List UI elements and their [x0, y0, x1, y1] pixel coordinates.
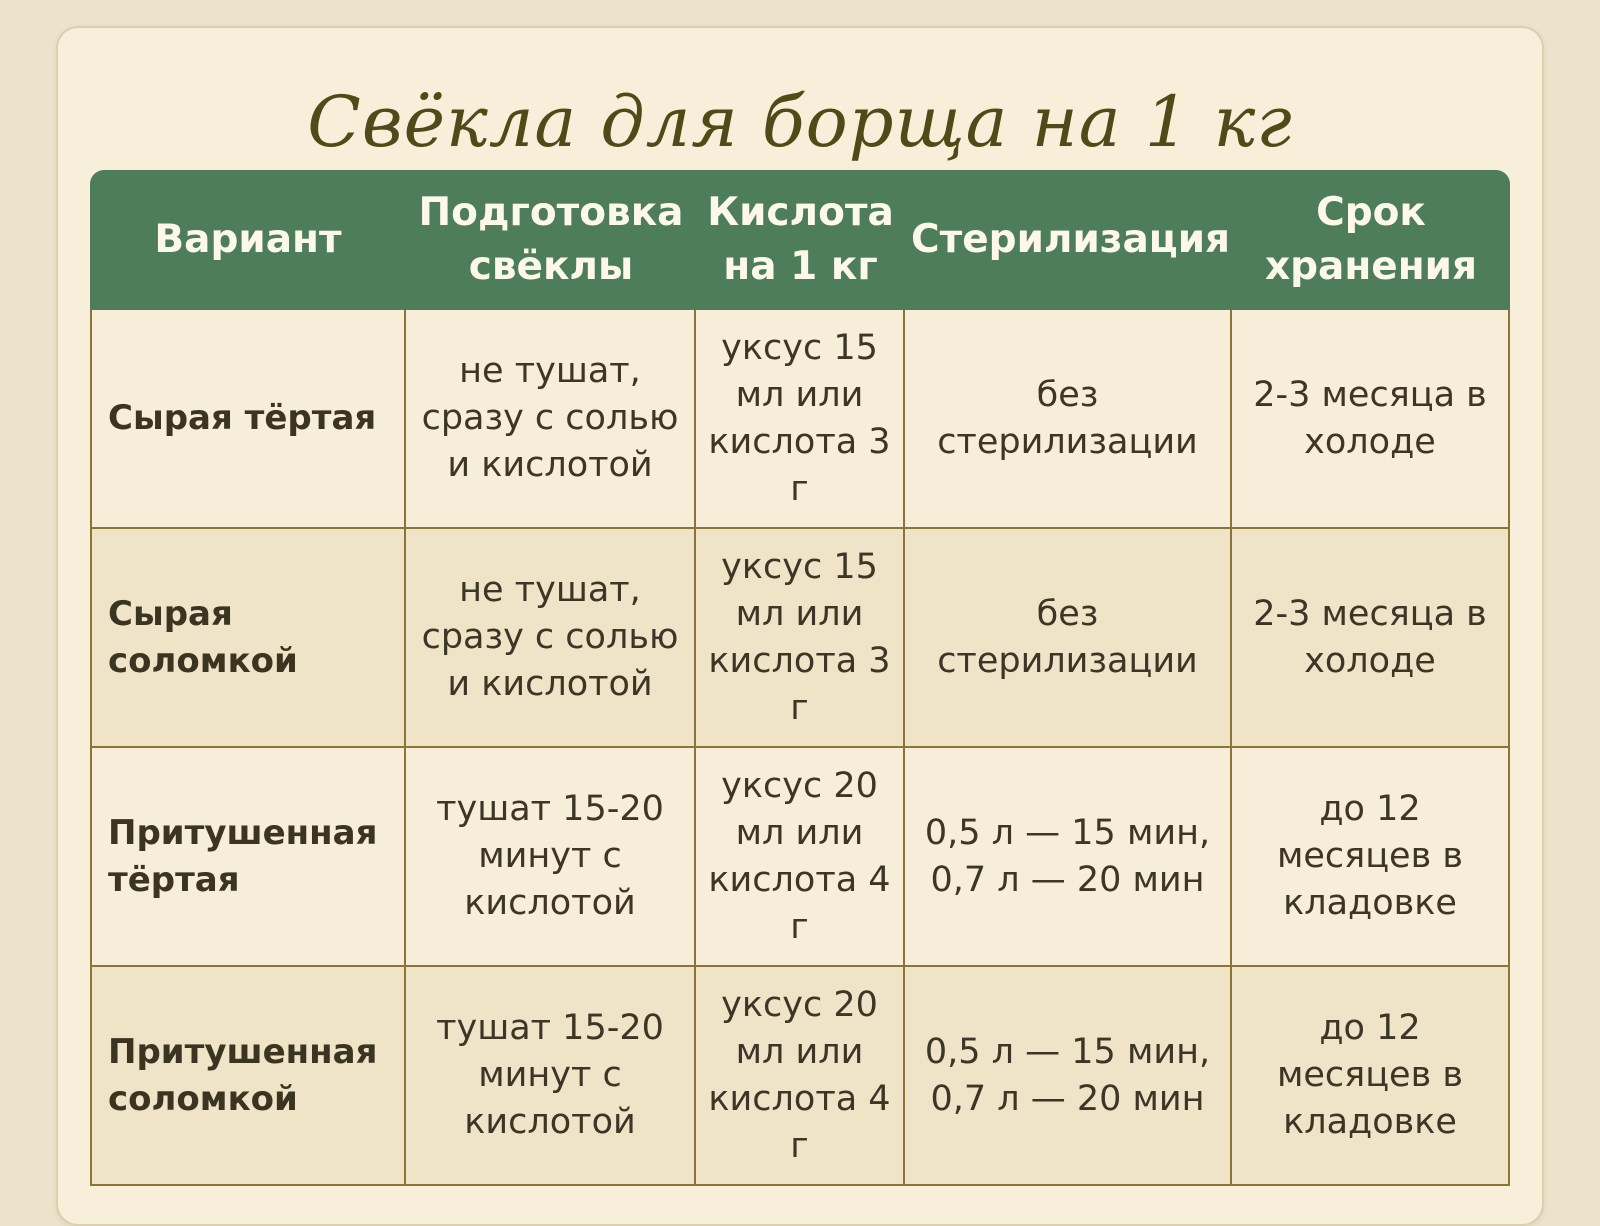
cell-sterilization: без стерилизации: [905, 529, 1232, 748]
cell-variant: Сырая тёртая: [90, 310, 406, 529]
cell-storage: 2-3 месяца в холоде: [1232, 310, 1510, 529]
table-row: [90, 967, 1510, 1186]
table-row: [90, 748, 1510, 967]
cell-preparation: тушат 15-20 минут с кислотой: [406, 748, 696, 967]
table-row: [90, 310, 1510, 529]
cell-preparation: тушат 15-20 минут с кислотой: [406, 967, 696, 1186]
table-header-row: [90, 170, 1510, 310]
cell-sterilization: 0,5 л — 15 мин, 0,7 л — 20 мин: [905, 748, 1232, 967]
page-title: Свёкла для борща на 1 кг: [307, 81, 1293, 163]
cell-preparation: не тушат, сразу с солью и кислотой: [406, 529, 696, 748]
cell-acid: уксус 20 мл или кислота 4 г: [696, 748, 905, 967]
cell-acid: уксус 15 мл или кислота 3 г: [696, 310, 905, 529]
cell-storage: до 12 месяцев в кладовке: [1232, 967, 1510, 1186]
header-variant: Вариант: [90, 170, 406, 310]
table-row: [90, 529, 1510, 748]
recipe-table: [90, 170, 1510, 1186]
cell-storage: до 12 месяцев в кладовке: [1232, 748, 1510, 967]
header-sterilization: Стерилизация: [905, 170, 1232, 310]
cell-sterilization: 0,5 л — 15 мин, 0,7 л — 20 мин: [905, 967, 1232, 1186]
cell-preparation: не тушат, сразу с солью и кислотой: [406, 310, 696, 529]
cell-acid: уксус 15 мл или кислота 3 г: [696, 529, 905, 748]
cell-variant: Притушенная тёртая: [90, 748, 406, 967]
cell-acid: уксус 20 мл или кислота 4 г: [696, 967, 905, 1186]
header-preparation: Подготовка свёклы: [406, 170, 696, 310]
header-storage: Срок хранения: [1232, 170, 1510, 310]
cell-storage: 2-3 месяца в холоде: [1232, 529, 1510, 748]
cell-variant: Притушенная соломкой: [90, 967, 406, 1186]
header-acid: Кислота на 1 кг: [696, 170, 905, 310]
cell-variant: Сырая соломкой: [90, 529, 406, 748]
cell-sterilization: без стерилизации: [905, 310, 1232, 529]
